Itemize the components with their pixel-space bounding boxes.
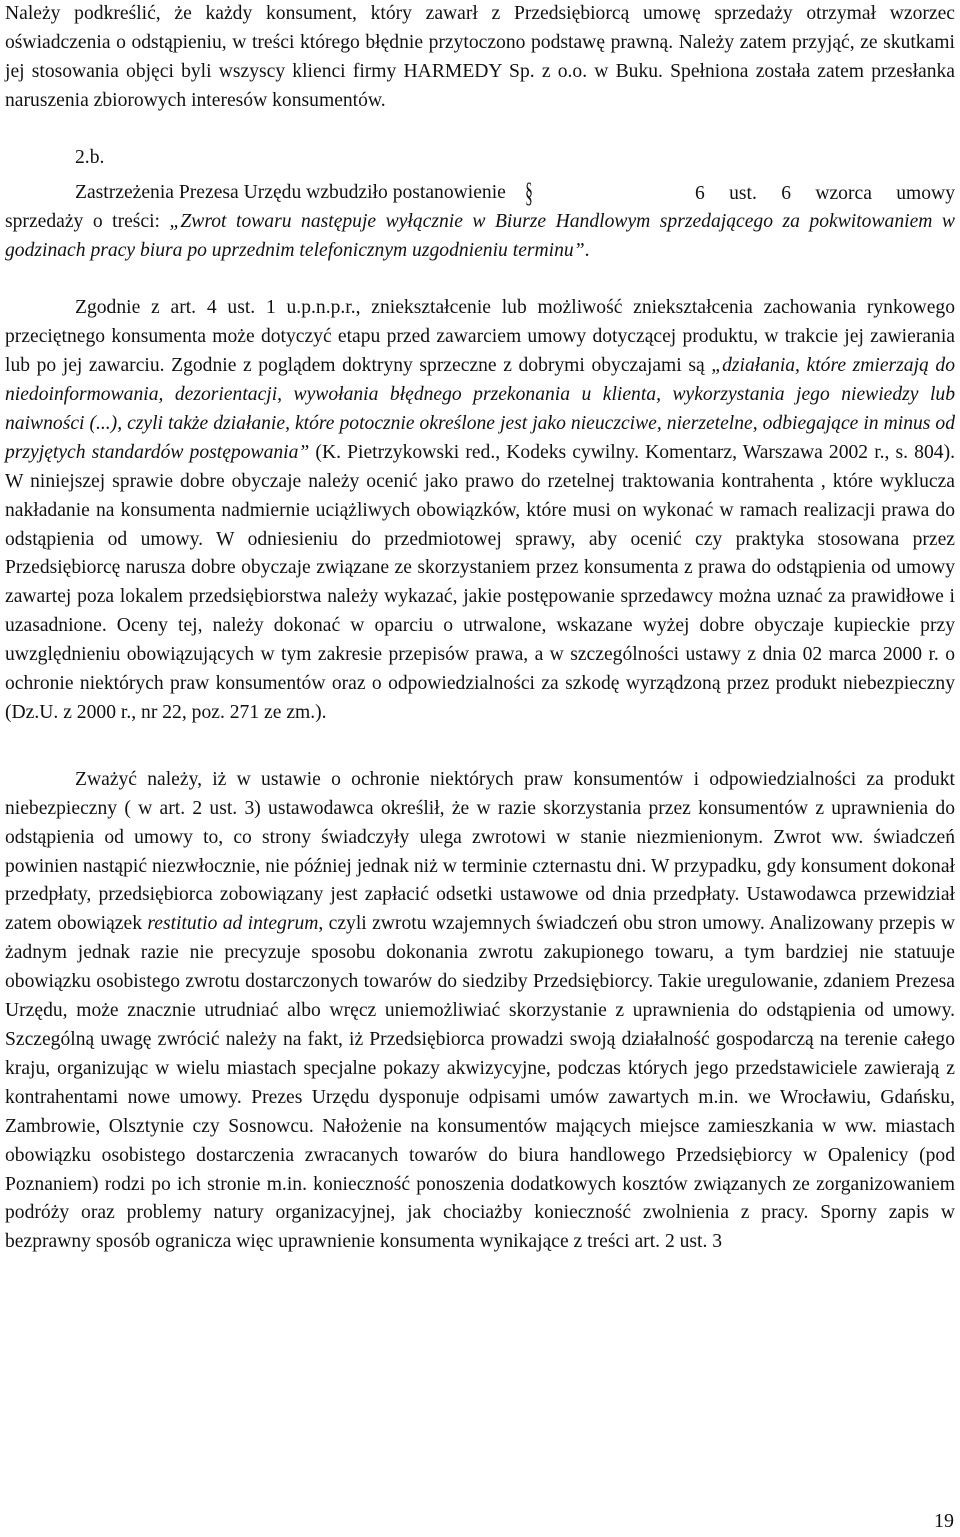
- section-intro-before: Zastrzeżenia Prezesa Urzędu wzbudziło postanowienie: [75, 181, 506, 203]
- paragraph-statute-analysis: [5, 766, 955, 1257]
- doctrine-quote: „działania, które zmierzają do niedoinformowania, dezorientacji, wywołania błędnego przekonania u klienta, wykorzystania jego niewiedzy lub naiwności (...), czyli także działanie, które potocznie określone jest jako nieuczciwe, nierzetelne, odbiegające in minus od przyjętych standardów postępowania”: [5, 355, 956, 463]
- paragraph2-part2: (K. Pietrzykowski red., Kodeks cywilny. Komentarz, Warszawa 2002 r., s. 804). W niniejszej sprawie dobre obyczaje należy ocenić jako prawo do rzetelnej traktowania kontrahenta , które wyklucza nakładanie na konsumenta nadmiernie uciążliwych obowiązków, które musi on wykonać w ramach realizacji prawa do odstąpienia od umowy. W odniesieniu do przedmiotowej sprawy, aby ocenić czy praktyka stosowana przez Przedsiębiorcę narusza dobre obyczaje związane ze skorzystaniem przez konsumenta z prawa do odstąpienia od umowy zawartej poza lokalem przedsiębiorstwa należy wykazać, jakie postępowanie sprzedawcy można uznać za prawidłowe i uzasadnione. Oceny tej, należy dokonać w oparciu o utrwalone, wskazane wyżej dobre obyczaje kupieckie przy uwzględnieniu obowiązujących w tym zakresie przepisów prawa, a w szczególności ustawy z dnia 02 marca 2000 r. o ochronie niektórych praw konsumentów oraz o odpowiedzialności za szkodę wyrządzoną przez produkt niebezpieczny (Dz.U. z 2000 r., nr 22, poz. 271 ze zm.).: [5, 441, 955, 723]
- latin-phrase: restitutio ad integrum: [147, 913, 319, 935]
- paragraph3-part1: Zważyć należy, iż w ustawie o ochronie niektórych praw konsumentów i odpowiedzialności za produkt niebezpieczny ( w art. 2 ust. 3) ustawodawca określił, że w razie skorzystania przez konsumentów z uprawnienia do odstąpienia od umowy to, co strony świadczyły ulega zwrotowi w stanie niezmienionym. Zwrot ww. świadczeń powinien nastąpić niezwłocznie, nie później jednak niż w terminie czternastu dni. W przypadku, gdy konsument dokonał przedpłaty, przedsiębiorca zobowiązany jest zapłacić odsetki ustawowe od dnia przedpłaty. Ustawodawca przewidział zatem obowiązek: [5, 768, 955, 935]
- section-number-text: 2.b.: [75, 146, 105, 168]
- section-symbol: §: [525, 177, 533, 209]
- clause-quote: „Zwrot towaru następuje wyłącznie w Biurze Handlowym sprzedającego za pokwitowaniem w godzinach pracy biura po uprzednim telefonicznym uzgodnieniu terminu”: [5, 211, 955, 262]
- paragraph-article-analysis: [5, 294, 955, 728]
- clause-quote-end: .: [584, 240, 590, 262]
- spacer: [5, 116, 955, 144]
- document-page: [5, 0, 955, 1257]
- section-intro-after: 6 ust. 6 wzorca umowy sprzedaży o treści:: [5, 182, 955, 233]
- section-number: [5, 144, 955, 173]
- paragraph-consumers-withdrawal: Należy podkreślić, że każdy konsument, który zawarł z Przedsiębiorcą umowę sprzedaży otrzymał wzorzec oświadczenia o odstąpieniu, w treści którego błędnie przytoczono podstawę prawną. Należy zatem przyjąć, ze skutkami jej stosowania objęci byli wszyscy klienci firmy HARMEDY Sp. z o.o. w Buku. Spełniona została zatem przesłanka naruszenia zbiorowych interesów konsumentów.: [5, 3, 955, 111]
- spacer: [5, 728, 955, 756]
- spacer: [5, 266, 955, 294]
- page-number: 19: [934, 1510, 954, 1532]
- paragraph3-part2: , czyli zwrotu wzajemnych świadczeń obu stron umowy. Analizowany przepis w żadnym jednak razie nie precyzuje sposobu dokonania zwrotu zakupionego towaru, a tym bardziej nie statuuje obowiązku osobistego zwrotu dostarczonych towarów do siedziby Przedsiębiorcy. Takie uregulowanie, zdaniem Prezesa Urzędu, może znacznie utrudniać albo wręcz uniemożliwiać skorzystanie z uprawnienia do odstąpienia od umowy. Szczególną uwagę zwrócić należy na fakt, iż Przedsiębiorca prowadzi swoją działalność gospodarczą na terenie całego kraju, organizując w wielu miastach specjalne pokazy akwizycyjne, podczas których jego przedstawiciele zawierają z kontrahentami nowe umowy. Prezes Urzędu dysponuje odpisami umów zawartych m.in. we Wrocławiu, Gdańsku, Zambrowie, Olsztynie czy Sosnowcu. Nałożenie na konsumentów mających miejsce zamieszkania w ww. miastach obowiązku osobistego dostarczenia zwracanych towarów do biura handlowego Przedsiębiorcy w Opalenicy (pod Poznaniem) rodzi po ich stronie m.in. konieczność ponoszenia dodatkowych kosztów związanych ze zorganizowaniem podróży oraz problemy natury organizacyjnej, jak chociażby konieczność zwolnienia z pracy. Sporny zapis w bezprawny sposób ogranicza więc uprawnienie konsumenta wynikające z treści art. 2 ust. 3: [5, 913, 955, 1253]
- paragraph2-part1: Zgodnie z art. 4 ust. 1 u.p.n.p.r., zniekształcenie lub możliwość zniekształcenia zachowania rynkowego przeciętnego konsumenta może dotyczyć etapu przed zawarciem umowy dotyczącej produktu, w trakcie jej zawierania lub po jej zawarciu. Zgodnie z poglądem doktryny sprzeczne z dobrymi obyczajami są: [5, 297, 955, 377]
- spacer: [5, 756, 955, 766]
